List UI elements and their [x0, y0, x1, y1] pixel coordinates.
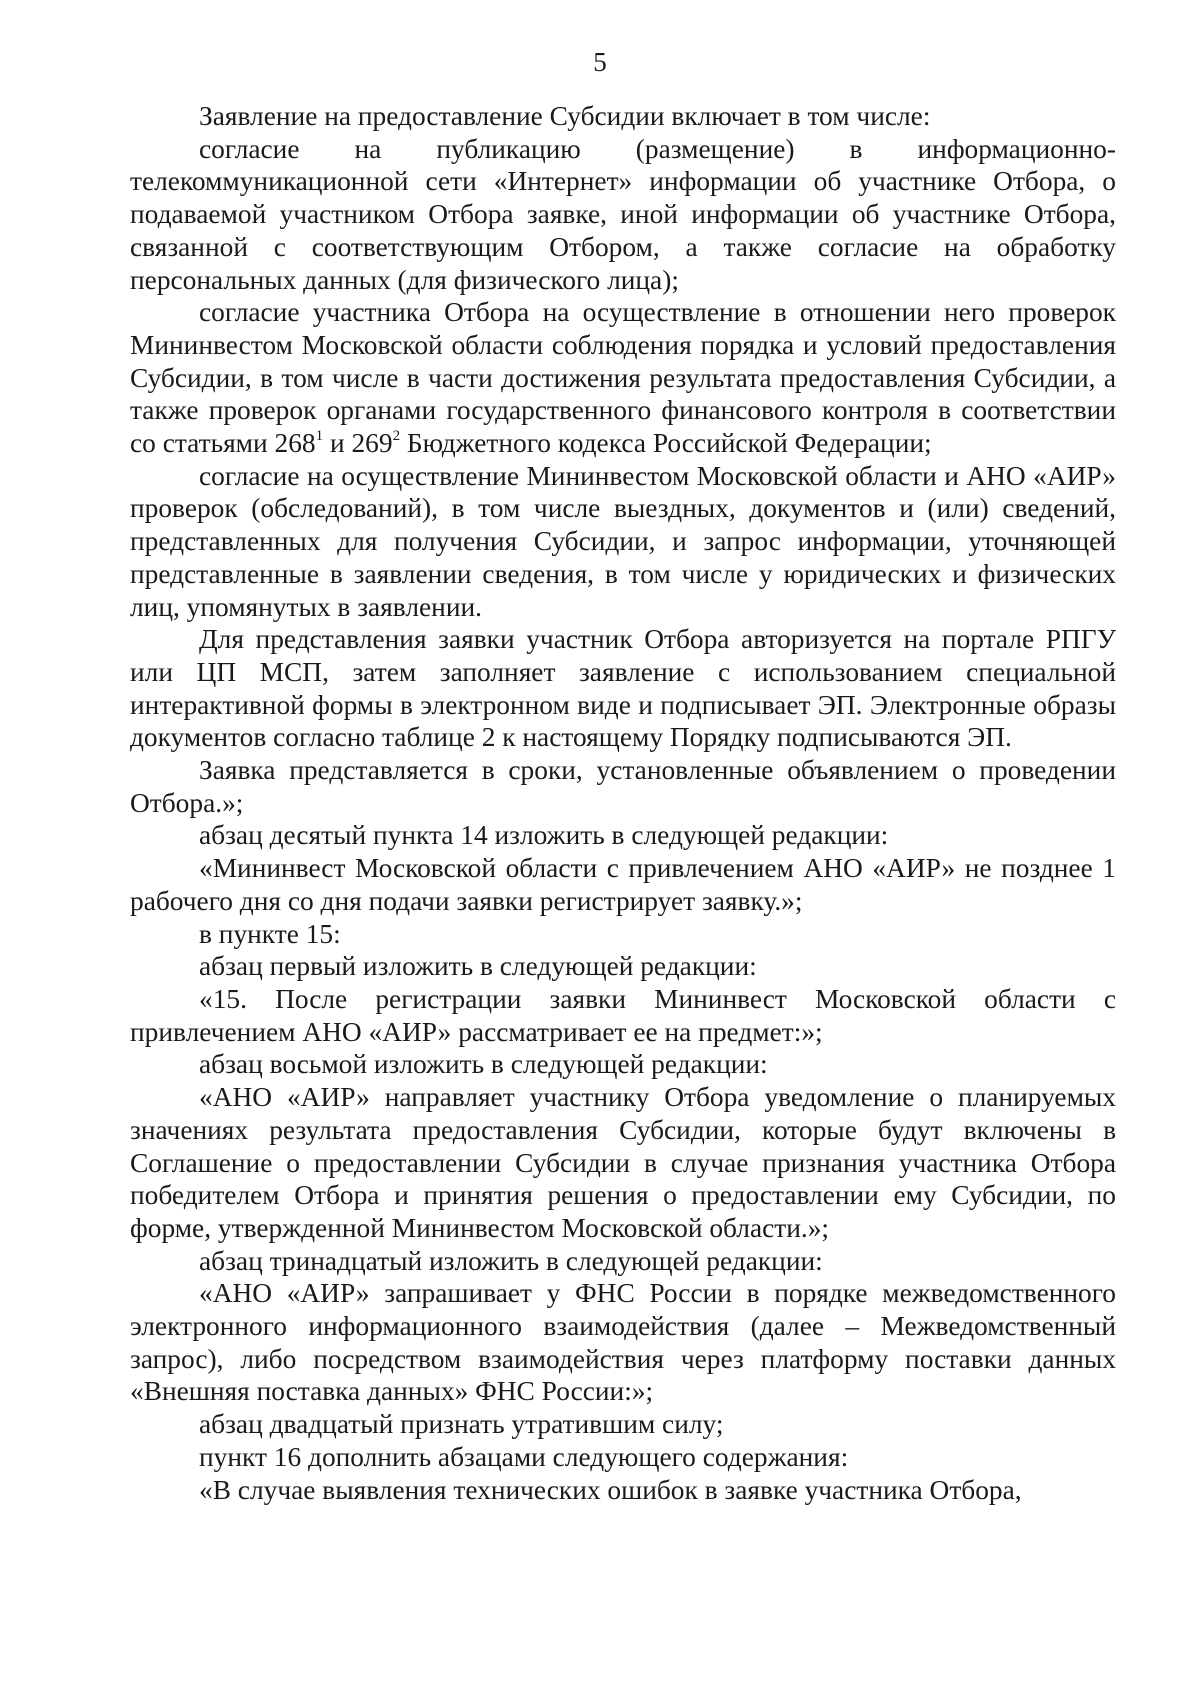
paragraph-twentieth-abzac: абзац двадцатый признать утратившим силу;	[199, 1409, 724, 1440]
paragraph-application-contents: Заявление на предоставление Субсидии включает в том числе:	[199, 101, 931, 131]
paragraph-registration: «Мининвест Московской области с привлечением АНО «АИР» не позднее 1 рабочего дня со дня подачи заявки регистрирует заявку.»;	[130, 853, 1116, 916]
paragraph-thirteenth-abzac: абзац тринадцатый изложить в следующей редакции:	[199, 1245, 823, 1276]
paragraph-first-abzac: абзац первый изложить в следующей редакции:	[199, 951, 757, 982]
page-number: 5	[593, 47, 607, 77]
paragraph-clause-16: пункт 16 дополнить абзацами следующего содержания:	[199, 1441, 849, 1472]
consent-inspections-text-mid: и 269	[323, 428, 393, 459]
paragraph-notification: «АНО «АИР» направляет участнику Отбора уведомление о планируемых значениях результата предоставления Субсидии, которые будут включены в Соглашение о предоставлении Субсидии в случае признания участника Отбора победителем Отбора и принятия решения о предоставлении ему Субсидии, по форме, утвержденной Мининвестом Московской области.»;	[130, 1082, 1116, 1243]
superscript-article-268: 1	[315, 427, 324, 444]
paragraph-consent-publication: согласие на публикацию (размещение) в информационно-телекоммуникационной сети «Интернет» информации об участнике Отбора, о подаваемой участником Отбора заявке, иной информации об участнике Отбора, связанной с соответствующим Отбором, а также согласие на обработку персональных данных (для физического лица);	[130, 133, 1116, 295]
paragraph-consent-inspections	[130, 296, 1116, 460]
paragraph-consent-audits: согласие на осуществление Мининвестом Московской области и АНО «АИР» проверок (обследований), в том числе выездных, документов и (или) сведений, представленных для получения Субсидии, и запрос информации, уточняющей представленные в заявлении сведения, в том числе у юридических и физических лиц, упомянутых в заявлении.	[130, 460, 1116, 622]
paragraph-clause-15: в пункте 15:	[199, 918, 341, 949]
document-body	[130, 100, 1116, 1506]
paragraph-fns-request: «АНО «АИР» запрашивает у ФНС России в порядке межведомственного электронного информационного взаимодействия (далее – Межведомственный запрос), либо посредством взаимодействия через платформу поставки данных «Внешняя поставка данных» ФНС России:»;	[130, 1278, 1116, 1407]
paragraph-submission-deadline: Заявка представляется в сроки, установленные объявлением о проведении Отбора.»;	[130, 755, 1116, 818]
paragraph-clause-15-text: «15. После регистрации заявки Мининвест Московской области с привлечением АНО «АИР» рассматривает ее на предмет:»;	[130, 983, 1116, 1047]
paragraph-eighth-abzac: абзац восьмой изложить в следующей редакции:	[199, 1049, 768, 1080]
superscript-article-269: 2	[392, 427, 401, 444]
consent-inspections-text-end: Бюджетного кодекса Российской Федерации;	[400, 428, 932, 459]
paragraph-amendment-14: абзац десятый пункта 14 изложить в следующей редакции:	[199, 820, 889, 851]
consent-inspections-text-start: согласие участника Отбора на осуществление в отношении него проверок Мининвестом Московской области соблюдения порядка и условий предоставления Субсидии, в том числе в части достижения результата предоставления Субсидии, а также проверок органами государственного финансового контроля в соответствии со статьями 268	[130, 297, 1116, 459]
paragraph-technical-errors: «В случае выявления технических ошибок в заявке участника Отбора,	[199, 1474, 1022, 1505]
paragraph-submission-procedure: Для представления заявки участник Отбора авторизуется на портале РПГУ или ЦП МСП, затем заполняет заявление с использованием специальной интерактивной формы в электронном виде и подписывает ЭП. Электронные образы документов согласно таблице 2 к настоящему Порядку подписываются ЭП.	[130, 624, 1116, 753]
